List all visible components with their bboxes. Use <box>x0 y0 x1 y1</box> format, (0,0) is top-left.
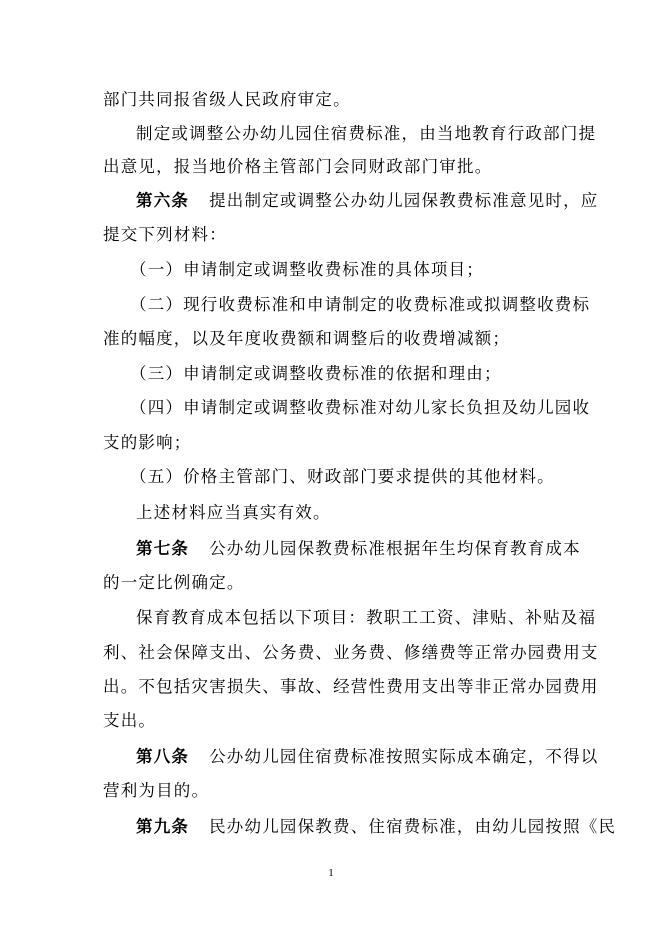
text-line: 的一定比例确定。 <box>103 573 245 592</box>
text-line: 准的幅度，以及年度收费额和调整后的收费增减额； <box>103 329 511 348</box>
text-line: 制定或调整公办幼儿园住宿费标准，由当地教育行政部门提 <box>136 124 597 143</box>
text-line: 营利为目的。 <box>103 781 210 800</box>
list-item: （三）申请制定或调整收费标准的依据和理由； <box>130 364 502 383</box>
text-span: 公办幼儿园住宿费标准按照实际成本确定，不得以 <box>209 747 599 766</box>
text-line: 提交下列材料： <box>103 225 227 244</box>
article-9-line <box>136 815 616 839</box>
list-item: （二）现行收费标准和申请制定的收费标准或拟调整收费标 <box>130 295 591 314</box>
list-item: （五）价格主管部门、财政部门要求提供的其他材料。 <box>130 467 555 486</box>
article-heading: 第九条 <box>136 817 190 836</box>
page-number: 1 <box>328 867 334 879</box>
text-span: 公办幼儿园保教费标准根据年生均保育教育成本 <box>209 539 581 558</box>
text-line: 支的影响； <box>103 433 192 452</box>
article-8-line <box>136 745 599 769</box>
text-line: 保育教育成本包括以下项目：教职工工资、津贴、补贴及福 <box>136 608 597 627</box>
list-item: （四）申请制定或调整收费标准对幼儿家长负担及幼儿园收 <box>130 398 591 417</box>
article-7-line <box>136 537 581 561</box>
text-line: 部门共同报省级人民政府审定。 <box>103 90 351 109</box>
article-heading: 第七条 <box>136 539 190 558</box>
list-item: （一）申请制定或调整收费标准的具体项目； <box>130 260 484 279</box>
text-span: 提出制定或调整公办幼儿园保教费标准意见时，应 <box>209 191 599 210</box>
article-heading: 第八条 <box>136 747 190 766</box>
text-line: 支出。 <box>103 711 157 730</box>
text-line: 出。不包括灾害损失、事故、经营性费用支出等非正常办园费用 <box>103 677 599 696</box>
article-heading: 第六条 <box>136 191 190 210</box>
text-line: 利、社会保障支出、公务费、业务费、修缮费等正常办园费用支 <box>103 643 599 662</box>
article-6-line <box>136 189 599 213</box>
text-line: 出意见，报当地价格主管部门会同财政部门审批。 <box>103 157 493 176</box>
text-span: 民办幼儿园保教费、住宿费标准，由幼儿园按照《民 <box>209 817 617 836</box>
text-line: 上述材料应当真实有效。 <box>136 503 331 522</box>
